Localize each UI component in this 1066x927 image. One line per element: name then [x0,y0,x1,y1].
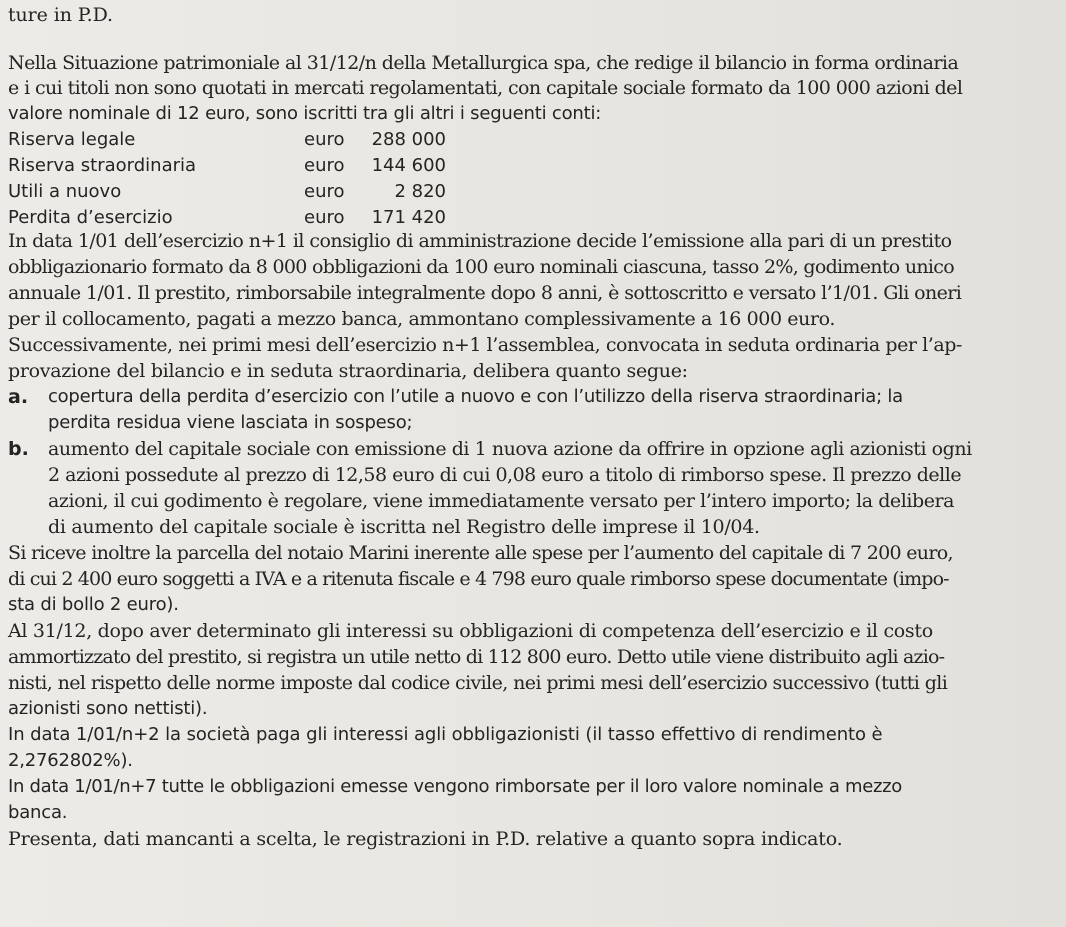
account-currency: euro [304,207,345,228]
account-currency: euro [304,155,345,176]
text-line: Successivamente, nei primi mesi dell’esercizio n+1 l’assemblea, convocata in seduta ordinaria per l’ap- [8,334,962,356]
account-amount: 144 600 [371,155,446,176]
account-amount: 171 420 [371,207,446,228]
text-line: ammortizzato del prestito, si registra un utile netto di 112 800 euro. Detto utile viene distribuito agli azio- [8,646,945,668]
text-line: In data 1/01/n+2 la società paga gli interessi agli obbligazionisti (il tasso effettivo di rendimento è [8,724,883,745]
text-line: 2 azioni possedute al prezzo di 12,58 euro di cui 0,08 euro a titolo di rimborso spese. Il prezzo delle [48,464,962,486]
text-line: In data 1/01 dell’esercizio n+1 il consiglio di amministrazione decide l’emissione alla pari di un prestito [8,230,952,252]
account-currency: euro [304,181,345,202]
text-line: In data 1/01/n+7 tutte le obbligazioni emesse vengono rimborsate per il loro valore nominale a mezzo [8,776,902,797]
exercise-instruction: Presenta, dati mancanti a scelta, le registrazioni in P.D. relative a quanto sopra indicato. [8,828,843,850]
account-name: Perdita d’esercizio [8,207,173,228]
text-line: Si riceve inoltre la parcella del notaio Marini inerente alle spese per l’aumento del capitale di 7 200 euro, [8,542,953,564]
text-line: copertura della perdita d’esercizio con l’utile a nuovo e con l’utilizzo della riserva straordinaria; la [48,386,903,407]
text-line: perdita residua viene lasciata in sospeso; [48,412,413,433]
text-line: obbligazionario formato da 8 000 obbligazioni da 100 euro nominali ciascuna, tasso 2%, godimento unico [8,256,954,278]
text-line: 2,2762802%). [8,750,133,771]
account-name: Riserva legale [8,129,136,150]
account-currency: euro [304,129,345,150]
text-line: provazione del bilancio e in seduta straordinaria, delibera quanto segue: [8,360,688,382]
list-marker-b: b. [8,438,29,460]
text-line: azioni, il cui godimento è regolare, viene immediatamente versato per l’intero importo; la delibera [48,490,954,512]
text-line: nisti, nel rispetto delle norme imposte dal codice civile, nei primi mesi dell’esercizio successivo (tutti gli [8,672,948,694]
text-line: sta di bollo 2 euro). [8,594,179,615]
text-line: di aumento del capitale sociale è iscritta nel Registro delle imprese il 10/04. [48,516,760,538]
text-line-intro-fragment: ture in P.D. [8,4,113,26]
account-amount: 288 000 [371,129,446,150]
text-line: annuale 1/01. Il prestito, rimborsabile integralmente dopo 8 anni, è sottoscritto e versato l’1/01. Gli oneri [8,282,962,304]
account-name: Riserva straordinaria [8,155,197,176]
text-line: di cui 2 400 euro soggetti a IVA e a ritenuta fiscale e 4 798 euro quale rimborso spese documentate (impo- [8,568,949,590]
text-line: banca. [8,802,68,823]
account-name: Utili a nuovo [8,181,122,202]
account-amount: 2 820 [394,181,446,202]
text-line: Nella Situazione patrimoniale al 31/12/n della Metallurgica spa, che redige il bilancio in forma ordinaria [8,52,959,74]
text-line: valore nominale di 12 euro, sono iscritti tra gli altri i seguenti conti: [8,103,602,124]
text-line: e i cui titoli non sono quotati in mercati regolamentati, con capitale sociale formato da 100 000 azioni del [8,77,963,99]
text-line: per il collocamento, pagati a mezzo banca, ammontano complessivamente a 16 000 euro. [8,308,835,330]
list-marker-a: a. [8,386,29,408]
text-line: azionisti sono nettisti). [8,698,208,719]
text-line: Al 31/12, dopo aver determinato gli interessi su obbligazioni di competenza dell’esercizio e il costo [8,620,933,642]
text-line: aumento del capitale sociale con emissione di 1 nuova azione da offrire in opzione agli azionisti ogni [48,438,972,460]
